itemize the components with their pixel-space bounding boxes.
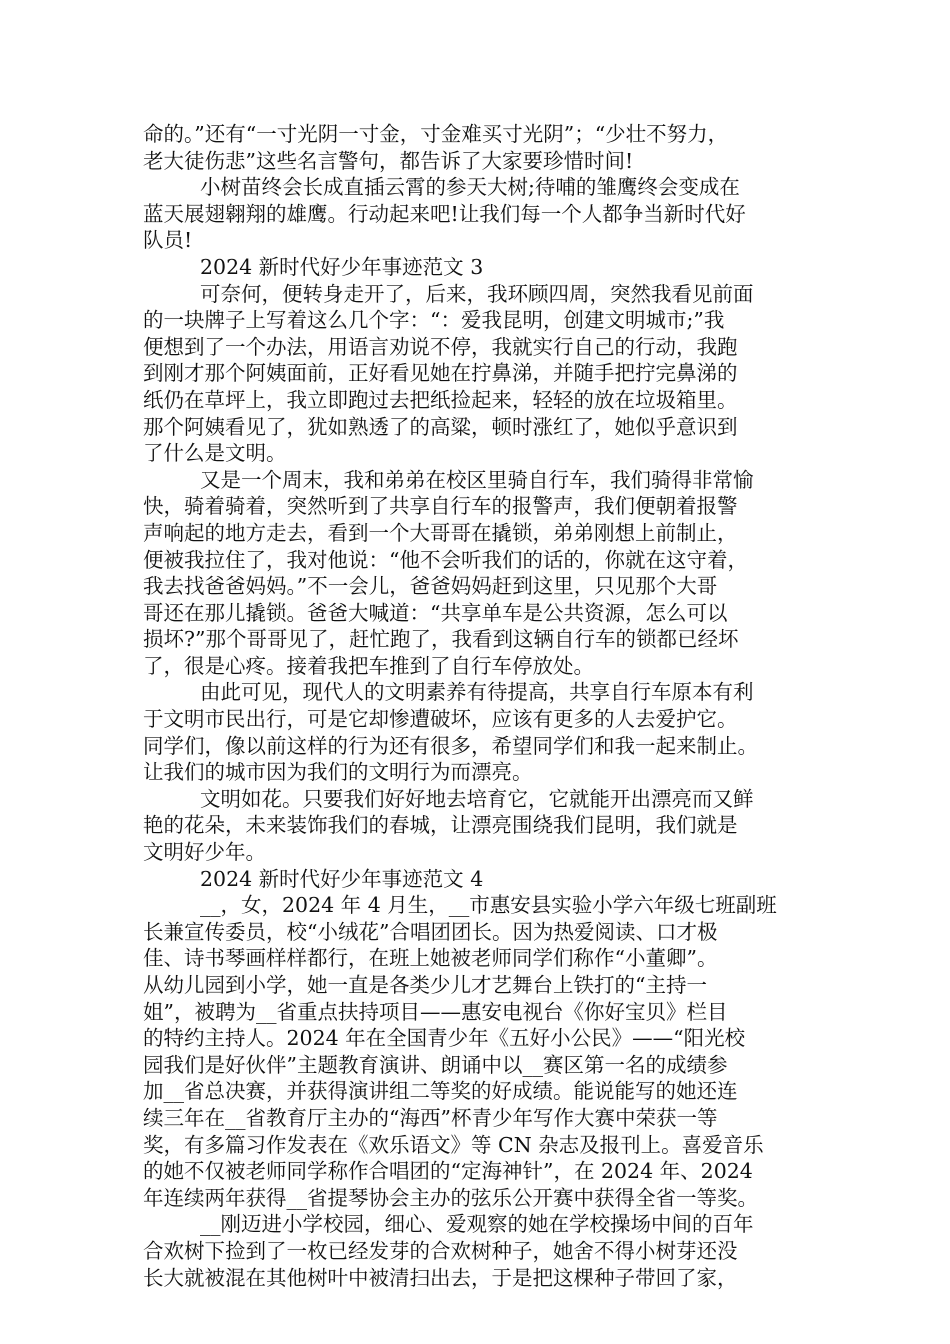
text-line: 命的。”还有“一寸光阴一寸金，寸金难买寸光阴”；“少壮不努力， (143, 122, 729, 146)
text-line: 可奈何，便转身走开了，后来，我环顾四周，突然我看见前面 (200, 281, 754, 306)
text-line: 姐”，被聘为__省重点扶持项目——惠安电视台《你好宝贝》栏目 (143, 999, 728, 1024)
text-line: 我去找爸爸妈妈。”不一会儿，爸爸妈妈赶到这里，只见那个大哥 (143, 574, 718, 599)
text-line: 又是一个周末，我和弟弟在校区里骑自行车，我们骑得非常愉 (200, 467, 754, 492)
text-line: 声响起的地方走去，看到一个大哥哥在撬锁，弟弟刚想上前制止， (143, 520, 738, 545)
text-line: 佳、诗书琴画样样都行，在班上她被老师同学们称作“小董卿”。 (143, 946, 718, 971)
text-line: __刚迈进小学校园，细心、爱观察的她在学校操场中间的百年 (200, 1212, 754, 1237)
text-line: 由此可见，现代人的文明素养有待提高，共享自行车原本有利 (200, 680, 754, 705)
text-line: 从幼儿园到小学，她一直是各类少儿才艺舞台上铁打的“主持一 (143, 973, 707, 997)
text-line: 年连续两年获得__省提琴协会主办的弦乐公开赛中获得全省一等奖。 (143, 1185, 758, 1210)
text-line: 长大就被混在其他树叶中被清扫出去，于是把这棵种子带回了家， (143, 1265, 738, 1290)
text-line: 哥还在那儿撬锁。爸爸大喊道：“共享单车是公共资源，怎么可以 (143, 600, 728, 625)
text-line: 2024 新时代好少年事迹范文 3 (200, 254, 484, 279)
text-line: 艳的花朵，未来装饰我们的春城，让漂亮围绕我们昆明，我们就是 (143, 813, 738, 838)
text-line: 队员! (143, 228, 193, 253)
text-line: 便想到了一个办法，用语言劝说不停，我就实行自己的行动，我跑 (143, 334, 738, 359)
text-line: 文明好少年。 (143, 840, 266, 865)
text-line: 续三年在__省教育厅主办的“海西”杯青少年写作大赛中荣获一等 (143, 1105, 718, 1130)
text-line: 蓝天展翅翱翔的雄鹰。行动起来吧!让我们每一个人都争当新时代好 (143, 201, 746, 226)
text-line: 同学们，像以前这样的行为还有很多，希望同学们和我一起来制止。 (143, 733, 758, 758)
text-line: 让我们的城市因为我们的文明行为而漂亮。 (143, 760, 533, 785)
text-line: 便被我拉住了，我对他说：“他不会听我们的话的，你就在这守着， (143, 547, 748, 572)
text-line: 了什么是文明。 (143, 441, 287, 466)
text-line: 文明如花。只要我们好好地去培育它，它就能开出漂亮而又鲜 (200, 786, 754, 811)
text-line: 合欢树下捡到了一枚已经发芽的合欢树种子，她舍不得小树芽还没 (143, 1238, 738, 1263)
text-line: 纸仍在草坪上，我立即跑过去把纸捡起来，轻轻的放在垃圾箱里。 (143, 387, 738, 412)
text-line: 快，骑着骑着，突然听到了共享自行车的报警声，我们便朝着报警 (143, 494, 738, 519)
text-line: 2024 新时代好少年事迹范文 4 (200, 866, 484, 891)
document-page (143, 121, 823, 1291)
text-line: 园我们是好伙伴”主题教育演讲、朗诵中以__赛区第一名的成绩参 (143, 1052, 728, 1077)
text-line: 老大徒伤悲”这些名言警句，都告诉了大家要珍惜时间! (143, 148, 634, 173)
text-line: 小树苗终会长成直插云霄的参天大树;待哺的雏鹰终会变成在 (200, 175, 740, 200)
text-line: 了，很是心疼。接着我把车推到了自行车停放处。 (143, 653, 594, 678)
text-line: __，女，2024 年 4 月生，__市惠安县实验小学六年级七班副班 (200, 893, 777, 918)
text-line: 那个阿姨看见了，犹如熟透了的高粱，顿时涨红了，她似乎意识到 (143, 414, 738, 439)
text-line: 的特约主持人。2024 年在全国青少年《五好小公民》——“阳光校 (143, 1026, 746, 1051)
text-line: 长兼宣传委员，校“小绒花”合唱团团长。因为热爱阅读、口才极 (143, 919, 718, 944)
text-line: 的她不仅被老师同学称作合唱团的“定海神针”，在 2024 年、2024 (143, 1159, 753, 1184)
text-line: 到刚才那个阿姨面前，正好看见她在拧鼻涕，并随手把拧完鼻涕的 (143, 361, 738, 386)
text-line: 损坏?”那个哥哥见了，赶忙跑了，我看到这辆自行车的锁都已经坏 (143, 627, 739, 652)
text-line: 于文明市民出行，可是它却惨遭破坏，应该有更多的人去爱护它。 (143, 707, 738, 732)
text-line: 奖，有多篇习作发表在《欢乐语文》等 CN 杂志及报刊上。喜爱音乐 (143, 1132, 764, 1157)
text-line: 加__省总决赛，并获得演讲组二等奖的好成绩。能说能写的她还连 (143, 1079, 738, 1104)
text-line: 的一块牌子上写着这么几个字：“：爱我昆明，创建文明城市;”我 (143, 308, 725, 333)
